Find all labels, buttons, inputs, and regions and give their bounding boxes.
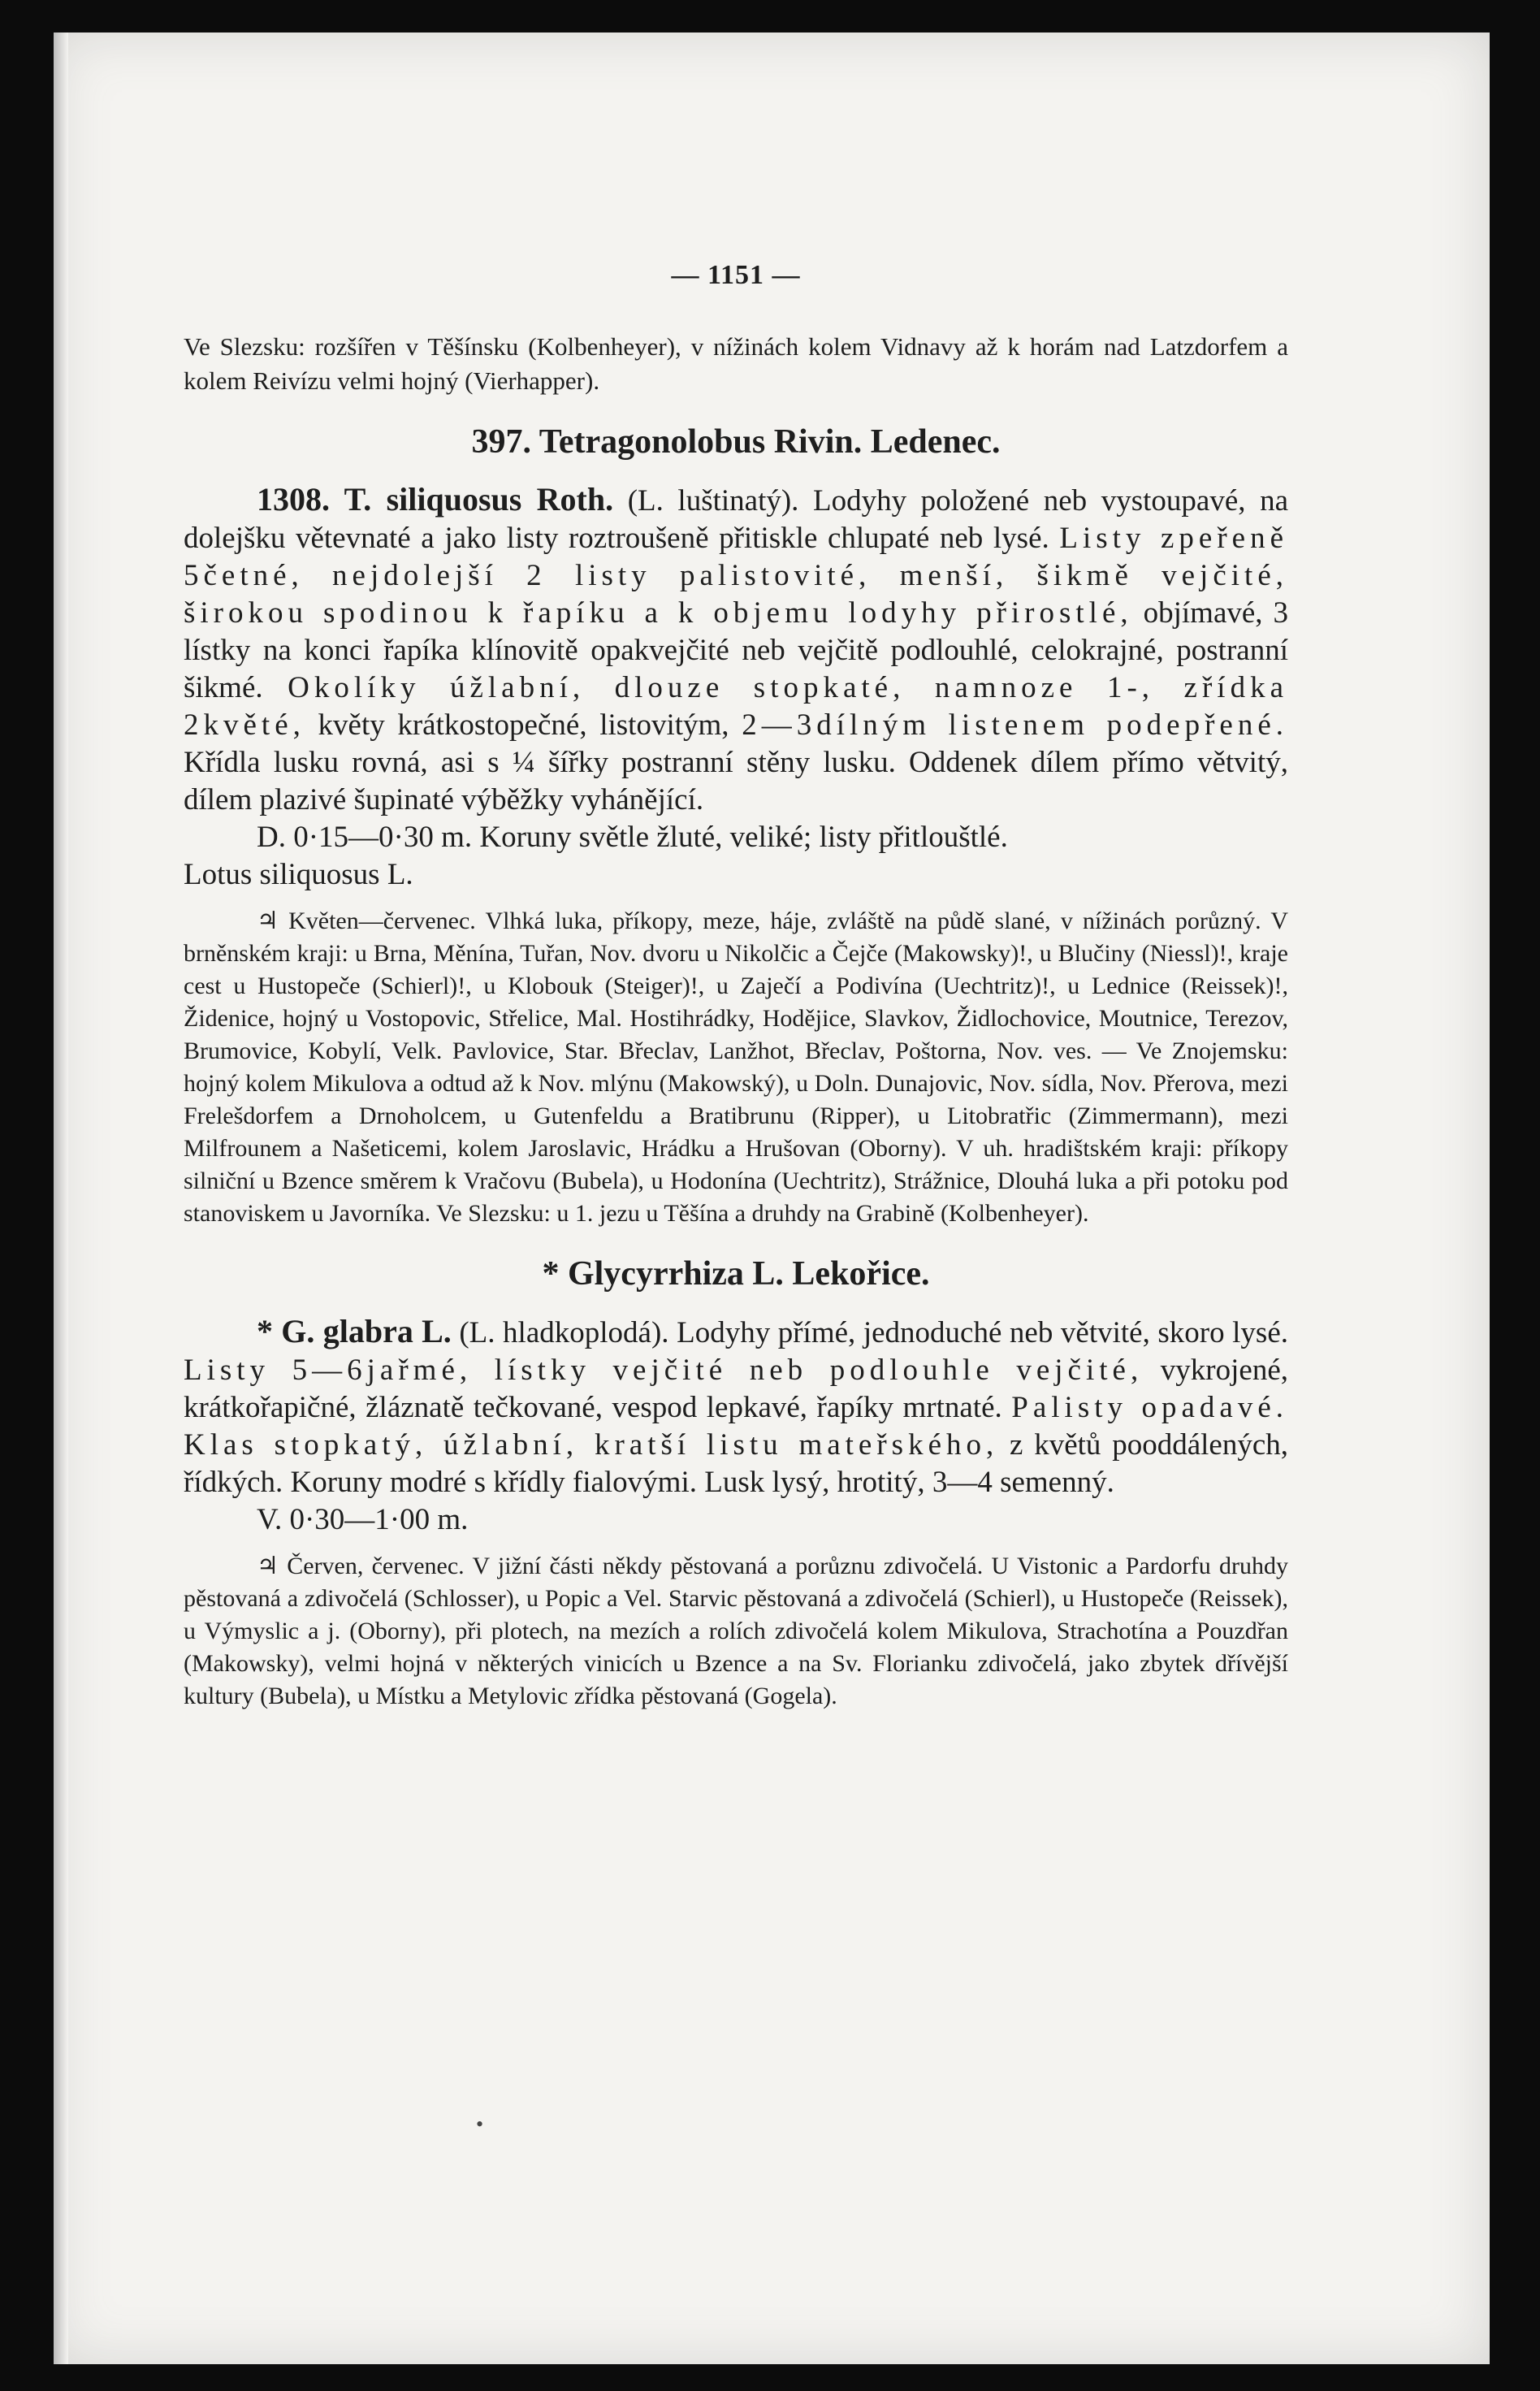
- genus-heading-glycyrrhiza: * Glycyrrhiza L. Lekořice.: [542, 1255, 930, 1293]
- description-part: vykrojené, krátkořapičné, žláznatě tečkované, vespod lepkavé, řapíky mrtnaté.: [184, 1354, 1288, 1424]
- dimensions-line: V. 0·30—1·00 m.: [257, 1503, 469, 1536]
- description-part: Křídla lusku rovná, asi s ¼ šířky postranní stěny lusku. Oddenek dílem přímo větvitý, dílem plazivé šupinaté výběžky vyhánějící.: [184, 746, 1288, 816]
- page-content: [184, 260, 1288, 1713]
- genus-heading-tetragonolobus: 397. Tetragonolobus Rivin. Ledenec.: [471, 423, 1001, 461]
- dimensions-line: D. 0·15—0·30 m. Koruny světle žluté, veliké; listy přitlouštlé.: [257, 821, 1008, 854]
- description-part: Lodyhy přímé, jednoduché neb větvité, skoro lysé.: [677, 1316, 1288, 1349]
- description-spaced: Okolíky úžlabní, dlouze stopkaté, namnoze 1-, zřídka 2květé,: [184, 671, 1288, 742]
- print-speck: •: [476, 2112, 484, 2136]
- page-number: — 1151 —: [671, 260, 801, 290]
- species-name: * G. glabra L.: [257, 1313, 452, 1349]
- synonym-line: Lotus siliquosus L.: [184, 858, 413, 891]
- page-spine-shadow: [54, 32, 68, 2364]
- species-alias: (L. luštinatý).: [627, 484, 799, 518]
- description-part: z květů pooddálených, řídkých. Koruny modré s křídly fialovými. Lusk lysý, hrotitý, 3—4 semenný.: [184, 1428, 1289, 1499]
- species-description-siliquosus: [184, 481, 1288, 894]
- description-part: Lodyhy položené neb vystoupavé, na dolejšku větevnaté a jako listy roztroušeně přitiskle chlupaté neb lysé.: [184, 484, 1288, 555]
- species-name: T. siliquosus Roth.: [344, 481, 614, 518]
- species-description-glabra: [184, 1313, 1288, 1539]
- description-part: květy krátkostopečné, listovitým,: [318, 708, 729, 742]
- description-spaced: 2—3dílným listenem podepřené.: [742, 708, 1289, 742]
- description-spaced: Listy zpeřeně 5četné, nejdolejší 2 listy palistovité, menší, šikmě vejčité, širokou spodinou k řapíku a k objemu lodyhy přirostlé,: [184, 522, 1289, 630]
- distribution-paragraph-siliquosus: ♃ Květen—červenec. Vlhká luka, příkopy, meze, háje, zvláště na půdě slané, v nížinách porůzný. V brněnském kraji: u Brna, Měnína, Tuřan, Nov. dvoru u Nikolčic a Čejče (Makowsky)!, u Blučiny (Niessl)!, kraje cest u Hustopeče (Schierl)!, u Klobouk (Steiger)!, u Zaječí a Podivína (Uechtritz)!, u Lednice (Reissek)!, Židenice, hojný u Vostopovic, Střelice, Mal. Hostihrádky, Hodějice, Slavkov, Židlochovice, Moutnice, Terezov, Brumovice, Kobylí, Velk. Pavlovice, Star. Břeclav, Lanžhot, Břeclav, Poštorna, Nov. ves. — Ve Znojemsku: hojný kolem Mikulova a odtud až k Nov. mlýnu (Makowský), u Doln. Dunajovic, Nov. sídla, Nov. Přerova, mezi Frelešdorfem a Drnoholcem, u Gutenfeldu a Bratibrunu (Ripper), u Litobratřic (Zimmermann), mezi Milfrounem a Našeticemi, kolem Jaroslavic, Hrádku a Hrušovan (Oborny). V uh. hradištském kraji: příkopy silniční u Bzence směrem k Vračovu (Bubela), u Hodonína (Uechtritz), Strážnice, Dlouhá luka a při potoku pod stanoviskem u Javorníka. Ve Slezsku: u 1. jezu u Těšína a druhdy na Grabině (Kolbenheyer).: [184, 907, 1288, 1227]
- intro-paragraph: Ve Slezsku: rozšířen v Těšínsku (Kolbenheyer), v nížinách kolem Vidnavy až k horám nad Latzdorfem a kolem Reivízu velmi hojný (Vierhapper).: [184, 332, 1288, 395]
- scanned-page: [54, 32, 1490, 2364]
- species-number: 1308.: [257, 481, 330, 518]
- description-part: objímavé, 3 lístky na konci řapíka klínovitě opakvejčité neb vejčitě podlouhlé, celokrajné, postranní šikmé.: [184, 596, 1289, 704]
- description-spaced: Palisty opadavé. Klas stopkatý, úžlabní, kratší listu mateřského,: [184, 1391, 1288, 1462]
- species-alias: (L. hladkoplodá).: [459, 1316, 669, 1349]
- description-spaced: Listy 5—6jařmé, lístky vejčité neb podlouhle vejčité,: [184, 1354, 1144, 1387]
- distribution-paragraph-glabra: ♃ Červen, červenec. V jižní části někdy pěstovaná a porůznu zdivočelá. U Vistonic a Pardorfu druhdy pěstovaná a zdivočelá (Schlosser), u Popic a Vel. Starvic pěstovaná a zdivočelá (Schierl), u Hustopeče (Reissek), u Výmyslic a j. (Oborny), při plotech, na mezích a rolích zdivočelá kolem Mikulova, Strachotína a Pouzdřan (Makowsky), velmi hojná v některých vinicích u Bzence a na Sv. Florianku zdivočelá, jako zbytek dřívější kultury (Bubela), u Místku a Metylovic zřídka pěstovaná (Gogela).: [184, 1553, 1288, 1709]
